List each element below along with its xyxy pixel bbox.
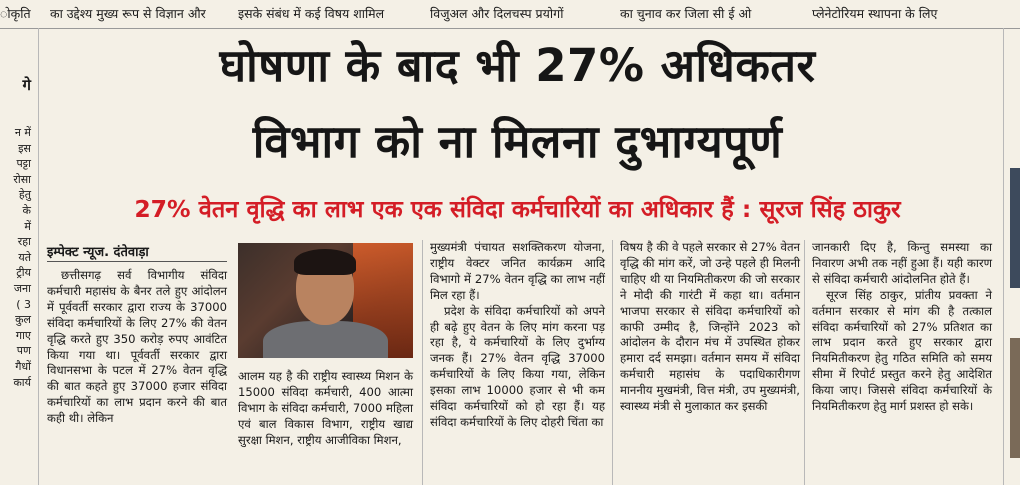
article-column-3 xyxy=(430,240,605,482)
article-paragraph: विषय है की वे पहले सरकार से 27% वेतन वृद्धि की मांग करें, जो उन्हे पहले ही मिलनी चाहिए थी या नियमितीकरण की जो सरकार ने मोदी की गारंटी में कहा था। वर्तमान भाजपा सरकार से संविदा कर्मचारियों को काफी उम्मीद है, जिन्होंने 2023 को आंदोलन के दौरान मंच में उपस्थित होकर हमारा दर्द समझा। वर्तमान समय में संविदा कर्मचारी महासंघ के पदाधिकारीगण माननीय मुखमंत्री, वित्त मंत्री, उप मुख्यमंत्री, स्वास्थ्य मंत्री से मुलाकात कर इसकी xyxy=(620,240,800,414)
article-paragraph: छत्तीसगढ़ सर्व विभागीय संविदा कर्मचारी महासंघ के बैनर तले हुए आंदोलन में पूर्ववर्ती सरकार द्वारा राज्य के 37000 संविदा कर्मचारियों के लिए 27% की वेतन वृद्धि करते हुए 350 करोड़ रुपए आवंटित किया गया था। पूर्ववर्ती सरकार द्वारा विधानसभा के पटल में 27% वेतन वृद्धि की बात कहते हुए 37000 हजार संविदा कर्मचारियों का लाभ प्रदान करने की बात कही थी। लेकिन xyxy=(47,268,227,426)
left-strip-line: गाए xyxy=(15,328,31,342)
article-column-1 xyxy=(47,268,227,480)
headline-line-1: घोषणा के बाद भी 27% अधिकतर xyxy=(219,39,816,92)
left-strip-line: पण xyxy=(16,344,31,358)
left-strip-line: पट्टा xyxy=(16,157,31,171)
right-neighbor-photo xyxy=(1010,168,1020,288)
article-column-5 xyxy=(812,240,992,482)
column-divider xyxy=(612,240,613,485)
left-strip-line: गैधों xyxy=(15,359,31,373)
article-paragraph: सूरज सिंह ठाकुर, प्रांतीय प्रवक्ता ने वर्तमान सरकार से मांग की है तत्काल संविदा कर्मचारियों को 27% प्रतिशत का लाभ प्रदान करते हुए सरकार द्वारा नियमितीकरण हेतु गठित समिति को समय सीमा में रिपोर्ट प्रस्तुत करने हेतु आदेशित किया जाए। जिससे संविदा कर्मचारियों के नियमितीकरण हेतु मार्ग प्रशस्त हो सके। xyxy=(812,287,992,414)
headline-line-2: विभाग को ना मिलना दुभाग्यपूर्ण xyxy=(252,115,783,168)
left-strip-line: रहा xyxy=(17,235,31,249)
subheadline: 27% वेतन वृद्धि का लाभ एक एक संविदा कर्मचारियों का अधिकार हैं : सूरज सिंह ठाकुर xyxy=(134,195,901,223)
left-strip-line: कार्य xyxy=(13,375,31,389)
article-column-2 xyxy=(238,369,413,481)
article-column-4 xyxy=(620,240,800,482)
top-snippet-1: ोकृति xyxy=(0,6,31,21)
top-snippet-3: इसके संबंध में कई विषय शामिल xyxy=(238,6,385,21)
left-strip-line: न में xyxy=(14,126,31,139)
article-paragraph: मुख्यमंत्री पंचायत सशक्तिकरण योजना, राष्ट्रीय वेक्टर जनित कार्यक्रम आदि विभागो में 27% वेतन वृद्धि का लाभ नहीं मिल रहा हैं। xyxy=(430,240,605,302)
column-divider xyxy=(38,28,39,485)
column-divider xyxy=(804,240,805,485)
left-neighbor-column xyxy=(0,28,34,485)
left-strip-line: हेतु xyxy=(18,188,31,202)
left-strip-line: कुल xyxy=(15,313,31,327)
top-divider xyxy=(0,28,1020,29)
article-paragraph: प्रदेश के संविदा कर्मचारियों को अपने ही बढ़े हुए वेतन के लिए मांग करना पड़ रहा है, ये कर्मचारियों के लिए दुर्भाग्य जनक हैं। 27% वेतन वृद्धि 37000 कर्मचारियों के लिए किया गया, लेकिन इसका लाभ 10000 हजार से भी कम संविदा कर्मचारियों को हो रहा हैं। यह संविदा कर्मचारियों के लिए दोहरी चिंता का xyxy=(430,303,605,429)
left-strip-line: में xyxy=(24,219,31,233)
left-strip-line: ( 3 xyxy=(16,297,31,311)
left-strip-line: गे xyxy=(22,76,31,94)
left-strip-line: जना xyxy=(13,281,31,295)
reporter-photo xyxy=(238,243,413,358)
left-strip-line: इस xyxy=(18,141,31,155)
top-snippet-2: का उद्देश्य मुख्य रूप से विज्ञान और xyxy=(50,6,206,21)
right-neighbor-column xyxy=(1008,28,1020,485)
top-snippet-5: का चुनाव कर जिला सी ई ओ xyxy=(620,6,752,21)
article-paragraph: जानकारी दिए है, किन्तु समस्या का निवारण अभी तक नहीं हुआ हैं। यही कारण से संविदा कर्मचारी आंदोलनित होते हैं। xyxy=(812,240,992,286)
top-snippet-4: विजुअल और दिलचस्प प्रयोगों xyxy=(430,6,564,21)
byline: इम्पेक्ट न्यूज. दंतेवाड़ा xyxy=(47,245,149,260)
right-neighbor-photo xyxy=(1010,338,1020,458)
left-strip-line: ट्रीय xyxy=(16,266,31,280)
article-paragraph: आलम यह है की राष्ट्रीय स्वास्थ्य मिशन के 15000 संविदा कर्मचारी, 400 आत्मा विभाग के संविदा कर्मचारी, 7000 महिला एवं बाल विकास विभाग, राष्ट्रीय खाद्य सुरक्षा मिशन, राष्ट्रीय आजीविका मिशन, xyxy=(238,369,413,447)
left-strip-line: के xyxy=(22,203,31,217)
left-strip-line: रोसा xyxy=(13,172,31,186)
byline-underline xyxy=(47,261,227,262)
column-divider xyxy=(422,240,423,485)
left-strip-line: यते xyxy=(18,250,31,264)
top-snippet-6: प्लेनेटोरियम स्थापना के लिए xyxy=(812,6,938,21)
column-divider xyxy=(1003,28,1004,485)
